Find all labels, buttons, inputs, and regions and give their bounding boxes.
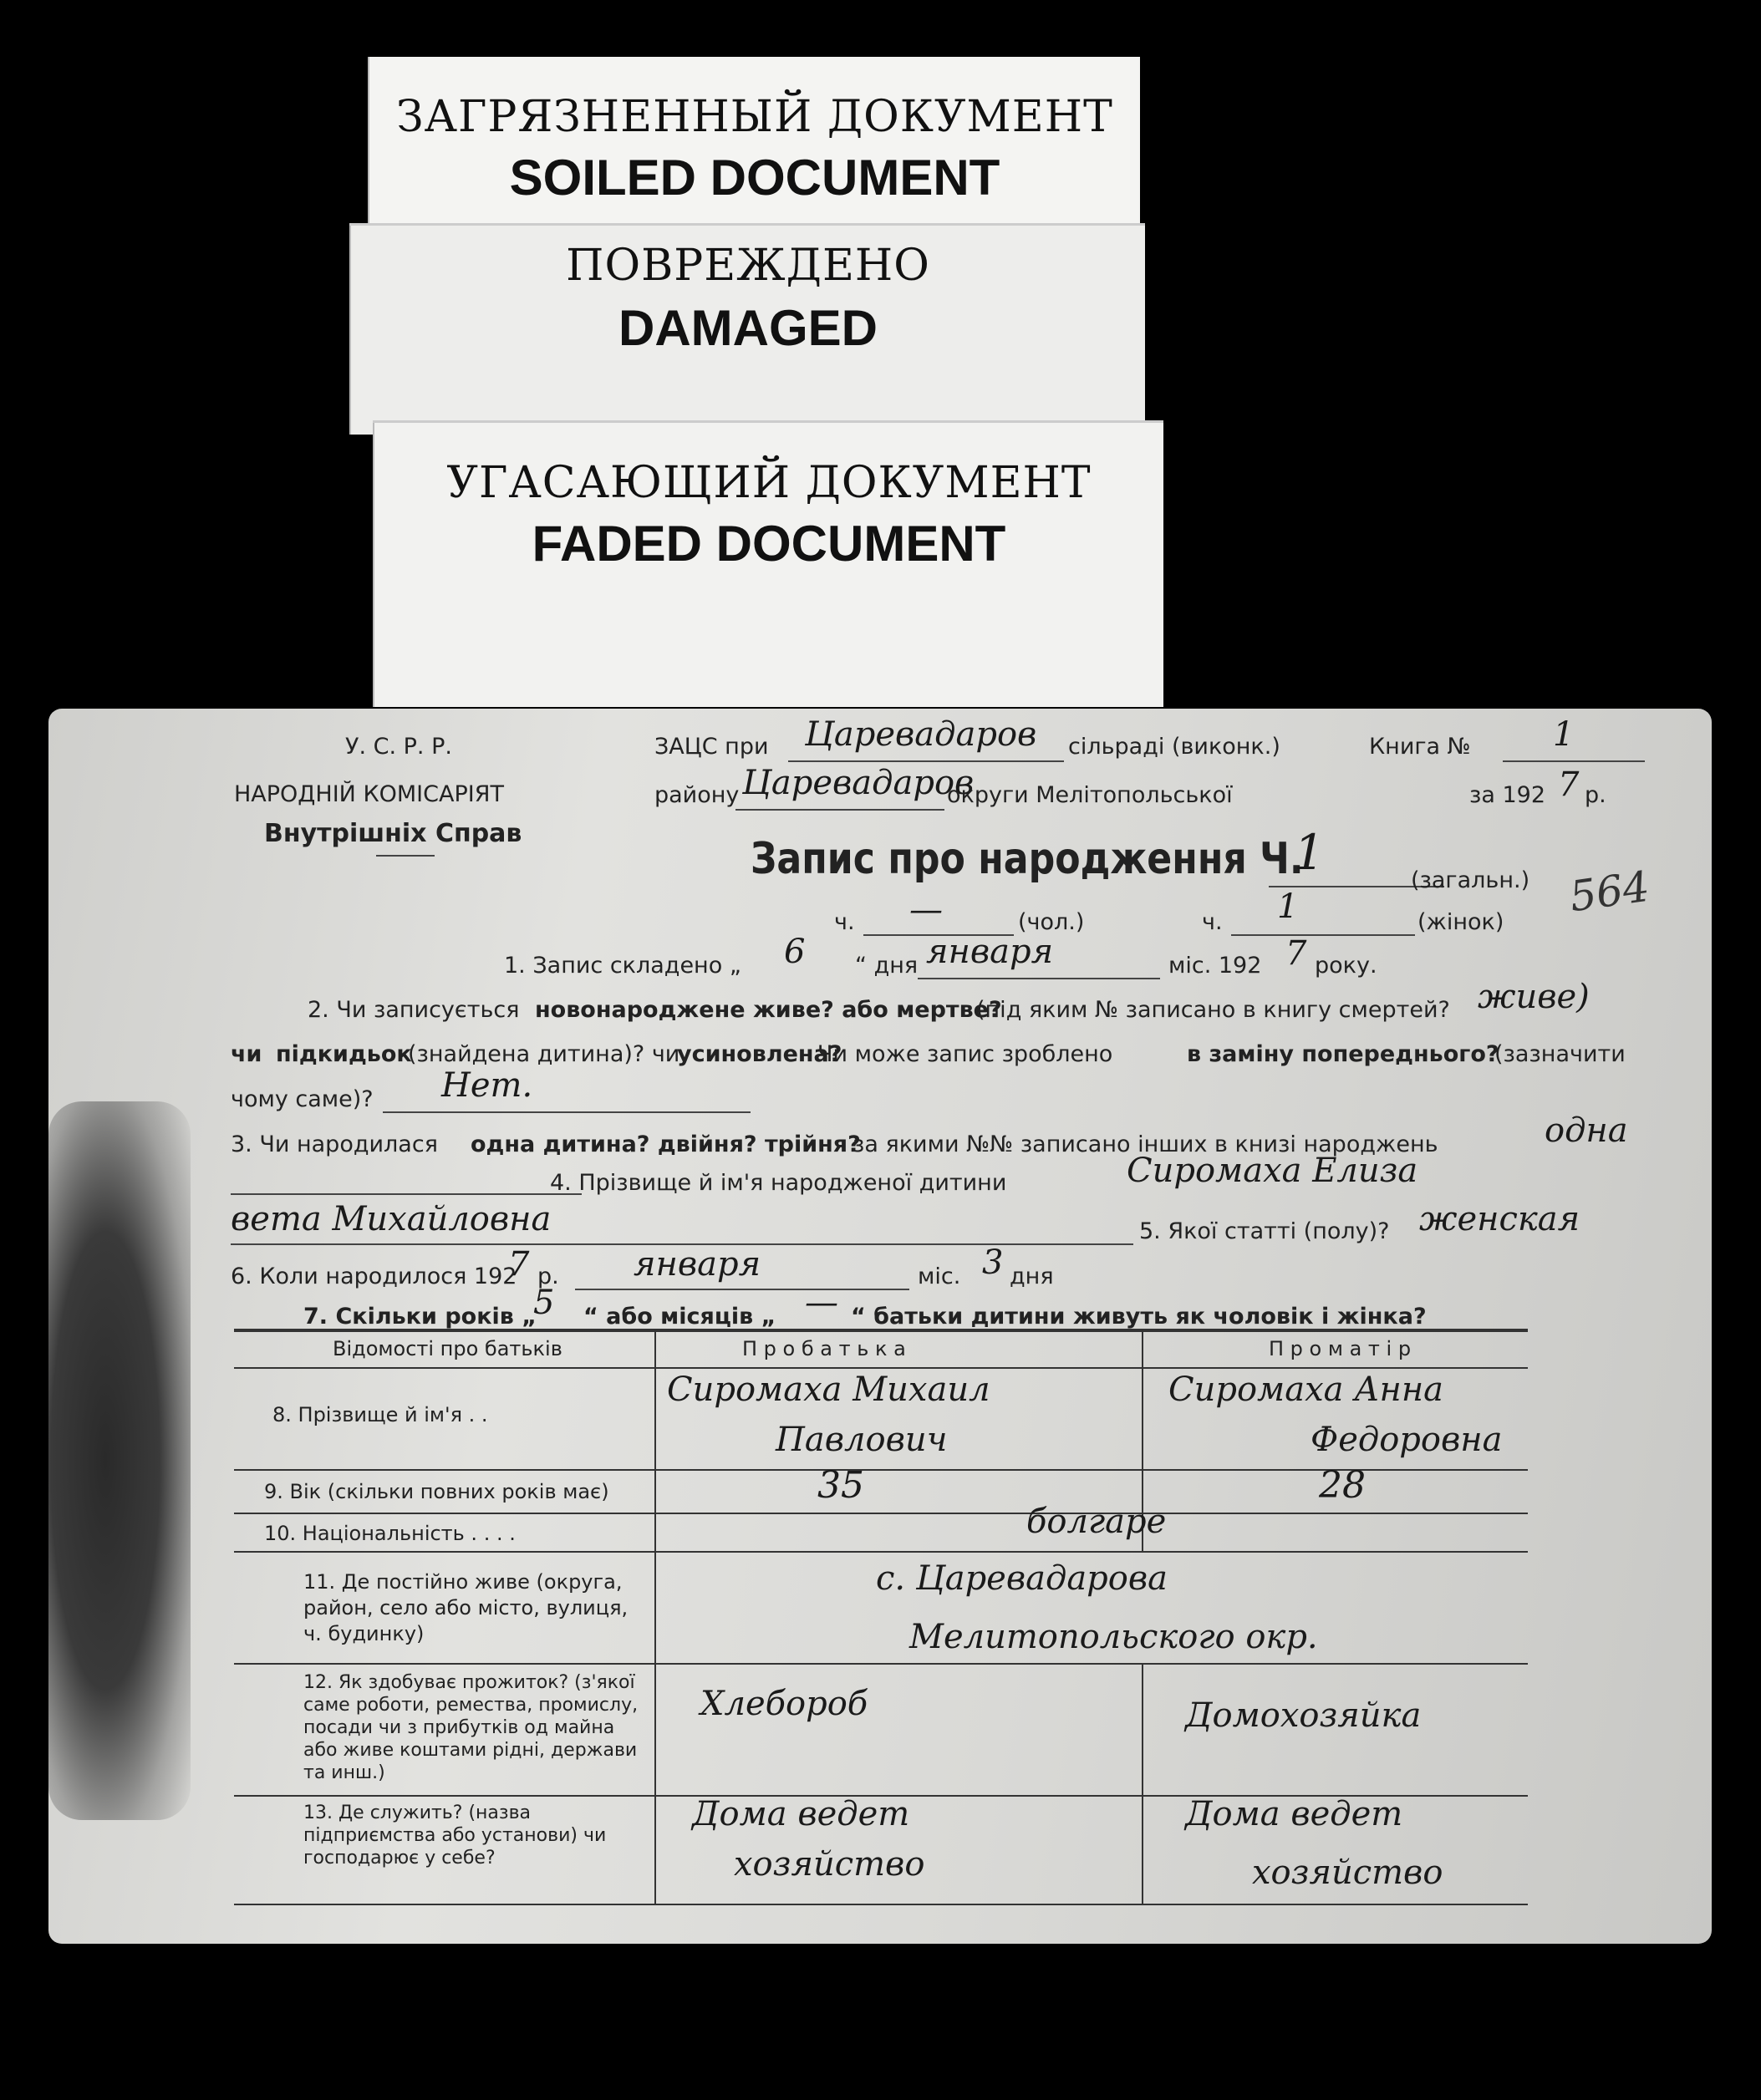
- item2-text-c: (під яким № записано в книгу смертей?: [976, 997, 1450, 1023]
- mother-occupation: Домохозяйка: [1185, 1696, 1422, 1735]
- table-header-mother: П р о м а т і р: [1269, 1337, 1412, 1360]
- record-number: 1: [1294, 824, 1325, 881]
- item1-text-b: “ дня: [855, 953, 919, 979]
- total-label: (загальн.): [1411, 867, 1530, 893]
- table-row-label: 9. Вік (скільки повних років має): [264, 1480, 609, 1503]
- table-row-border: [234, 1513, 1528, 1514]
- father-employment: Дома ведет: [692, 1795, 910, 1833]
- table-col-divider: [1142, 1663, 1143, 1904]
- table-header-info: Відомості про батьків: [333, 1337, 562, 1360]
- book-line: [1503, 760, 1645, 762]
- table-row-label: 12. Як здобуває прожиток? (з'якої саме роботи, ремества, промислу, посади чи з прибутків од майна або живе коштами рідні, держави та инш.): [303, 1672, 639, 1783]
- item6-text-b: р.: [537, 1264, 559, 1289]
- archive-stamp-number: 564: [1566, 862, 1653, 922]
- item6-month-line: [575, 1289, 909, 1290]
- female-count-line: [1231, 934, 1415, 936]
- faded-document-label: [373, 423, 1163, 707]
- father-employment-2: хозяйство: [734, 1845, 925, 1884]
- item1-day: 6: [784, 933, 806, 971]
- book-label: Книга №: [1369, 734, 1471, 760]
- mother-employment-2: хозяйство: [1252, 1853, 1443, 1892]
- zags-line: [788, 760, 1064, 762]
- item3-text-b: одна дитина? двійня? трійня?: [471, 1131, 861, 1157]
- internal-affairs-header: Внутрішніх Справ: [264, 819, 522, 848]
- damaged-label-en: DAMAGED: [618, 300, 878, 356]
- zags-value: Царевадаров: [805, 715, 1037, 754]
- item1-text-c: міс. 192: [1168, 953, 1262, 979]
- item6-month: января: [634, 1245, 761, 1284]
- damaged-label-ru: ПОВРЕЖДЕНО: [566, 241, 930, 291]
- item2-text-d: чи: [231, 1041, 262, 1067]
- female-count-value: 1: [1277, 887, 1299, 926]
- item3-line2: [231, 1193, 582, 1195]
- year-value: 7: [1558, 765, 1580, 804]
- item4-text-a: 4. Прізвище й ім'я народженої дитини: [550, 1170, 1007, 1196]
- item7-text-b: “ або місяців „: [583, 1304, 776, 1330]
- male-count-value: —: [909, 891, 943, 929]
- table-row-label: 8. Прізвище й ім'я . .: [272, 1403, 488, 1426]
- item2-text-i: в заміну попереднього?: [1187, 1041, 1499, 1067]
- table-row-label: 13. Де служить? (назва підприємства або установи) чи господарює у себе?: [303, 1803, 607, 1869]
- mother-patronymic: Федоровна: [1311, 1421, 1503, 1459]
- rayon-value: Царевадаров: [742, 764, 975, 802]
- item2-text-e: підкидьок: [276, 1041, 412, 1067]
- birth-record-form: [48, 709, 1712, 1944]
- item6-text-c: міс.: [918, 1264, 961, 1289]
- okrug-label: округи Мелітопольської: [947, 782, 1233, 808]
- item6-text-d: дня: [1010, 1264, 1054, 1289]
- ussr-header: У. С. Р. Р.: [345, 734, 452, 760]
- header-underline: [376, 855, 435, 857]
- item3-text-c: за якими №№ записано інших в книзі народжень: [853, 1131, 1438, 1157]
- item2-text-j: (зазначити: [1494, 1041, 1626, 1067]
- item4-value: Сиромаха Елиза: [1127, 1152, 1418, 1190]
- item6-day: 3: [982, 1243, 1004, 1282]
- zags-prefix: ЗАЦС при: [654, 734, 769, 760]
- item1-text-d: року.: [1315, 953, 1377, 979]
- item6-year: 7: [508, 1245, 530, 1284]
- father-age: 35: [817, 1464, 864, 1507]
- item2-text-a: 2. Чи записується: [308, 997, 520, 1023]
- item2-value2-line: [383, 1111, 751, 1113]
- item7-text-a: 7. Скільки років „: [303, 1304, 537, 1330]
- book-value: 1: [1553, 715, 1575, 754]
- year-suffix: р.: [1585, 782, 1606, 808]
- table-top-border: [234, 1329, 1528, 1332]
- table-row-label: 11. Де постійно живе (округа, район, село або місто, вулиця, ч. будинку): [303, 1570, 629, 1645]
- table-header-father: П р о б а т ь к а: [742, 1337, 906, 1360]
- female-label: (жінок): [1417, 909, 1504, 935]
- item5-text-a: 5. Якої статті (полу)?: [1139, 1218, 1390, 1244]
- residence-value-2: Мелитопольского окр.: [909, 1618, 1318, 1656]
- item1-month-line: [918, 978, 1160, 979]
- item2-text-h: Чи може запис зроблено: [817, 1041, 1113, 1067]
- table-col-divider: [654, 1329, 656, 1904]
- item7-text-c: “ батьки дитини живуть як чоловік і жінка?: [851, 1304, 1427, 1330]
- table-row-label: 10. Національність . . . .: [264, 1522, 516, 1545]
- stain-mark: [48, 1101, 191, 1820]
- table-row-border: [234, 1663, 1528, 1665]
- damaged-label: [349, 226, 1145, 435]
- nationality-value: болгаре: [1026, 1503, 1167, 1541]
- item2-text-f: (знайдена дитина)? чи: [408, 1041, 680, 1067]
- rayon-line: [735, 809, 944, 811]
- male-label: (чол.): [1018, 909, 1085, 935]
- item1-text-a: 1. Запис складено „: [504, 953, 741, 979]
- residence-value: с. Царевадарова: [876, 1559, 1168, 1598]
- item2-text-k: чому саме)?: [231, 1086, 374, 1112]
- soiled-label-ru: ЗАГРЯЗНЕННЫЙ ДОКУМЕНТ: [396, 92, 1113, 142]
- item7-months: —: [805, 1284, 838, 1322]
- faded-label-ru: УГАСАЮЩИЙ ДОКУМЕНТ: [446, 458, 1092, 508]
- item2-text-g: усиновлена?: [677, 1041, 842, 1067]
- male-count-prefix: ч.: [834, 909, 855, 935]
- father-patronymic: Павлович: [776, 1421, 948, 1459]
- item3-value: одна: [1545, 1111, 1628, 1150]
- item6-text-a: 6. Коли народилося 192: [231, 1264, 517, 1289]
- selrada-label: сільраді (виконк.): [1068, 734, 1280, 760]
- table-header-border: [234, 1367, 1528, 1369]
- mother-age: 28: [1319, 1464, 1366, 1507]
- father-name: Сиромаха Михаил: [667, 1370, 990, 1409]
- record-title: Запис про народження Ч.: [751, 834, 1304, 884]
- year-prefix: за 192: [1469, 782, 1546, 808]
- mother-name: Сиромаха Анна: [1168, 1370, 1444, 1409]
- female-count-prefix: ч.: [1202, 909, 1223, 935]
- faded-label-en: FADED DOCUMENT: [532, 516, 1006, 572]
- table-bottom-border: [234, 1904, 1528, 1905]
- item1-year: 7: [1285, 934, 1307, 973]
- item2-value2: Нет.: [441, 1066, 533, 1105]
- rayon-prefix: району: [654, 782, 740, 808]
- item7-years: 5: [533, 1284, 555, 1322]
- soiled-label-en: SOILED DOCUMENT: [509, 150, 1000, 206]
- commissariat-header: НАРОДНІЙ КОМІСАРІЯТ: [234, 781, 504, 807]
- item2-value: живе): [1478, 978, 1590, 1016]
- item1-month: января: [926, 933, 1054, 971]
- father-occupation: Хлебороб: [700, 1685, 868, 1723]
- mother-employment: Дома ведет: [1185, 1795, 1403, 1833]
- item2-text-b: новонароджене живе? або мертве?: [535, 997, 1002, 1023]
- table-row-border: [234, 1551, 1528, 1553]
- item5-value: женская: [1419, 1200, 1580, 1238]
- item4-value2: вета Михайловна: [231, 1200, 552, 1238]
- item3-text-a: 3. Чи народилася: [231, 1131, 438, 1157]
